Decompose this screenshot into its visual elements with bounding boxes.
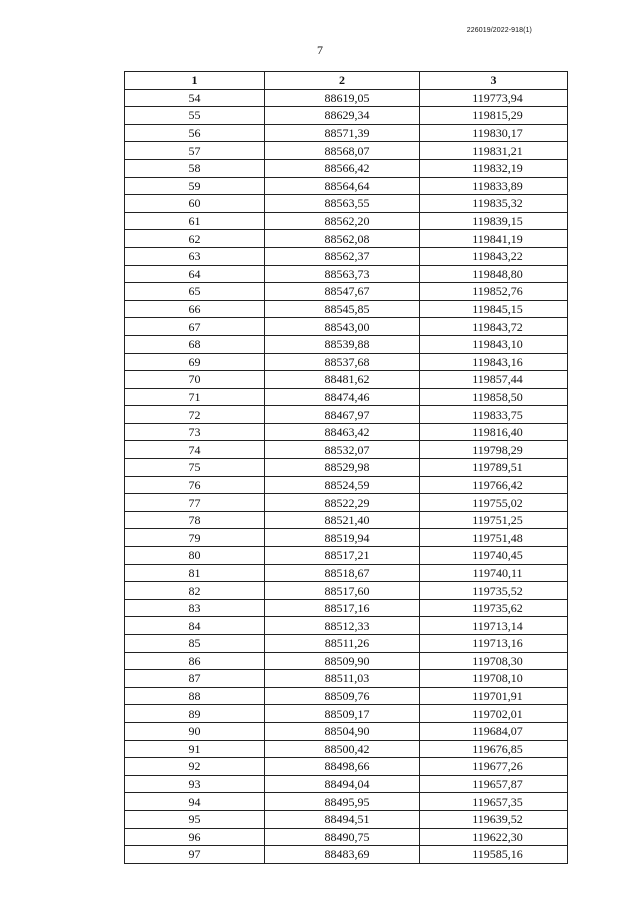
point-number-cell: 95 bbox=[125, 810, 265, 828]
table-row bbox=[125, 89, 568, 107]
point-number-cell: 83 bbox=[125, 599, 265, 617]
point-number-cell: 58 bbox=[125, 159, 265, 177]
table-row bbox=[125, 793, 568, 811]
x-coordinate-cell: 88562,37 bbox=[265, 247, 420, 265]
x-coordinate-cell: 88562,08 bbox=[265, 230, 420, 248]
point-number-cell: 62 bbox=[125, 230, 265, 248]
y-coordinate-cell: 119677,26 bbox=[420, 758, 568, 776]
y-coordinate-cell: 119766,42 bbox=[420, 476, 568, 494]
y-coordinate-cell: 119857,44 bbox=[420, 371, 568, 389]
x-coordinate-cell: 88519,94 bbox=[265, 529, 420, 547]
y-coordinate-cell: 119841,19 bbox=[420, 230, 568, 248]
point-number-cell: 86 bbox=[125, 652, 265, 670]
x-coordinate-cell: 88568,07 bbox=[265, 142, 420, 160]
point-number-cell: 54 bbox=[125, 89, 265, 107]
x-coordinate-cell: 88539,88 bbox=[265, 335, 420, 353]
point-number-cell: 56 bbox=[125, 124, 265, 142]
y-coordinate-cell: 119845,15 bbox=[420, 300, 568, 318]
table-row bbox=[125, 722, 568, 740]
point-number-cell: 70 bbox=[125, 371, 265, 389]
y-coordinate-cell: 119833,89 bbox=[420, 177, 568, 195]
x-coordinate-cell: 88532,07 bbox=[265, 441, 420, 459]
point-number-cell: 76 bbox=[125, 476, 265, 494]
table-row bbox=[125, 670, 568, 688]
x-coordinate-cell: 88543,00 bbox=[265, 318, 420, 336]
x-coordinate-cell: 88463,42 bbox=[265, 423, 420, 441]
x-coordinate-cell: 88494,51 bbox=[265, 810, 420, 828]
point-number-cell: 59 bbox=[125, 177, 265, 195]
table-row bbox=[125, 441, 568, 459]
y-coordinate-cell: 119585,16 bbox=[420, 846, 568, 864]
y-coordinate-cell: 119701,91 bbox=[420, 687, 568, 705]
x-coordinate-cell: 88545,85 bbox=[265, 300, 420, 318]
coordinates-table bbox=[124, 71, 568, 864]
point-number-cell: 80 bbox=[125, 547, 265, 565]
x-coordinate-cell: 88518,67 bbox=[265, 564, 420, 582]
table-row bbox=[125, 265, 568, 283]
table-row bbox=[125, 494, 568, 512]
point-number-cell: 77 bbox=[125, 494, 265, 512]
point-number-cell: 55 bbox=[125, 107, 265, 125]
point-number-cell: 72 bbox=[125, 406, 265, 424]
table-row bbox=[125, 107, 568, 125]
y-coordinate-cell: 119708,10 bbox=[420, 670, 568, 688]
x-coordinate-cell: 88619,05 bbox=[265, 89, 420, 107]
y-coordinate-cell: 119789,51 bbox=[420, 459, 568, 477]
x-coordinate-cell: 88562,20 bbox=[265, 212, 420, 230]
y-coordinate-cell: 119713,16 bbox=[420, 635, 568, 653]
table-row bbox=[125, 406, 568, 424]
table-row bbox=[125, 335, 568, 353]
y-coordinate-cell: 119832,19 bbox=[420, 159, 568, 177]
point-number-cell: 69 bbox=[125, 353, 265, 371]
point-number-cell: 78 bbox=[125, 511, 265, 529]
y-coordinate-cell: 119676,85 bbox=[420, 740, 568, 758]
y-coordinate-cell: 119843,72 bbox=[420, 318, 568, 336]
x-coordinate-cell: 88512,33 bbox=[265, 617, 420, 635]
table-row bbox=[125, 300, 568, 318]
table-row bbox=[125, 142, 568, 160]
x-coordinate-cell: 88517,16 bbox=[265, 599, 420, 617]
point-number-cell: 75 bbox=[125, 459, 265, 477]
table-row bbox=[125, 705, 568, 723]
x-coordinate-cell: 88509,90 bbox=[265, 652, 420, 670]
y-coordinate-cell: 119684,07 bbox=[420, 722, 568, 740]
table-row bbox=[125, 212, 568, 230]
x-coordinate-cell: 88509,76 bbox=[265, 687, 420, 705]
point-number-cell: 68 bbox=[125, 335, 265, 353]
point-number-cell: 64 bbox=[125, 265, 265, 283]
y-coordinate-cell: 119858,50 bbox=[420, 388, 568, 406]
column-header-3: 3 bbox=[420, 72, 568, 90]
y-coordinate-cell: 119740,45 bbox=[420, 547, 568, 565]
table-header-row bbox=[125, 72, 568, 90]
table-row bbox=[125, 846, 568, 864]
column-header-1: 1 bbox=[125, 72, 265, 90]
y-coordinate-cell: 119657,35 bbox=[420, 793, 568, 811]
x-coordinate-cell: 88517,60 bbox=[265, 582, 420, 600]
x-coordinate-cell: 88564,64 bbox=[265, 177, 420, 195]
point-number-cell: 91 bbox=[125, 740, 265, 758]
x-coordinate-cell: 88498,66 bbox=[265, 758, 420, 776]
x-coordinate-cell: 88571,39 bbox=[265, 124, 420, 142]
x-coordinate-cell: 88483,69 bbox=[265, 846, 420, 864]
point-number-cell: 67 bbox=[125, 318, 265, 336]
x-coordinate-cell: 88547,67 bbox=[265, 283, 420, 301]
point-number-cell: 74 bbox=[125, 441, 265, 459]
y-coordinate-cell: 119773,94 bbox=[420, 89, 568, 107]
x-coordinate-cell: 88511,26 bbox=[265, 635, 420, 653]
y-coordinate-cell: 119622,30 bbox=[420, 828, 568, 846]
y-coordinate-cell: 119848,80 bbox=[420, 265, 568, 283]
x-coordinate-cell: 88504,90 bbox=[265, 722, 420, 740]
x-coordinate-cell: 88566,42 bbox=[265, 159, 420, 177]
table-row bbox=[125, 388, 568, 406]
table-row bbox=[125, 247, 568, 265]
point-number-cell: 57 bbox=[125, 142, 265, 160]
point-number-cell: 92 bbox=[125, 758, 265, 776]
point-number-cell: 85 bbox=[125, 635, 265, 653]
point-number-cell: 63 bbox=[125, 247, 265, 265]
x-coordinate-cell: 88490,75 bbox=[265, 828, 420, 846]
point-number-cell: 65 bbox=[125, 283, 265, 301]
y-coordinate-cell: 119639,52 bbox=[420, 810, 568, 828]
y-coordinate-cell: 119830,17 bbox=[420, 124, 568, 142]
y-coordinate-cell: 119702,01 bbox=[420, 705, 568, 723]
point-number-cell: 88 bbox=[125, 687, 265, 705]
column-header-2: 2 bbox=[265, 72, 420, 90]
y-coordinate-cell: 119843,16 bbox=[420, 353, 568, 371]
x-coordinate-cell: 88517,21 bbox=[265, 547, 420, 565]
table-row bbox=[125, 687, 568, 705]
x-coordinate-cell: 88500,42 bbox=[265, 740, 420, 758]
y-coordinate-cell: 119835,32 bbox=[420, 195, 568, 213]
point-number-cell: 90 bbox=[125, 722, 265, 740]
table-row bbox=[125, 283, 568, 301]
point-number-cell: 61 bbox=[125, 212, 265, 230]
y-coordinate-cell: 119839,15 bbox=[420, 212, 568, 230]
table-row bbox=[125, 617, 568, 635]
point-number-cell: 96 bbox=[125, 828, 265, 846]
table-row bbox=[125, 740, 568, 758]
document-id: 226019/2022-918(1) bbox=[466, 27, 532, 34]
point-number-cell: 66 bbox=[125, 300, 265, 318]
table-row bbox=[125, 318, 568, 336]
x-coordinate-cell: 88474,46 bbox=[265, 388, 420, 406]
point-number-cell: 89 bbox=[125, 705, 265, 723]
y-coordinate-cell: 119657,87 bbox=[420, 775, 568, 793]
y-coordinate-cell: 119755,02 bbox=[420, 494, 568, 512]
table-row bbox=[125, 371, 568, 389]
table-row bbox=[125, 529, 568, 547]
x-coordinate-cell: 88629,34 bbox=[265, 107, 420, 125]
x-coordinate-cell: 88563,55 bbox=[265, 195, 420, 213]
point-number-cell: 82 bbox=[125, 582, 265, 600]
point-number-cell: 93 bbox=[125, 775, 265, 793]
table-row bbox=[125, 547, 568, 565]
table-row bbox=[125, 582, 568, 600]
x-coordinate-cell: 88494,04 bbox=[265, 775, 420, 793]
x-coordinate-cell: 88509,17 bbox=[265, 705, 420, 723]
y-coordinate-cell: 119843,22 bbox=[420, 247, 568, 265]
table-row bbox=[125, 159, 568, 177]
x-coordinate-cell: 88495,95 bbox=[265, 793, 420, 811]
x-coordinate-cell: 88521,40 bbox=[265, 511, 420, 529]
y-coordinate-cell: 119735,52 bbox=[420, 582, 568, 600]
table-row bbox=[125, 476, 568, 494]
point-number-cell: 73 bbox=[125, 423, 265, 441]
y-coordinate-cell: 119831,21 bbox=[420, 142, 568, 160]
table-row bbox=[125, 758, 568, 776]
table-row bbox=[125, 810, 568, 828]
y-coordinate-cell: 119852,76 bbox=[420, 283, 568, 301]
point-number-cell: 79 bbox=[125, 529, 265, 547]
table-row bbox=[125, 599, 568, 617]
y-coordinate-cell: 119843,10 bbox=[420, 335, 568, 353]
table-row bbox=[125, 353, 568, 371]
table-row bbox=[125, 423, 568, 441]
table-row bbox=[125, 635, 568, 653]
table-row bbox=[125, 195, 568, 213]
y-coordinate-cell: 119713,14 bbox=[420, 617, 568, 635]
x-coordinate-cell: 88537,68 bbox=[265, 353, 420, 371]
x-coordinate-cell: 88522,29 bbox=[265, 494, 420, 512]
y-coordinate-cell: 119815,29 bbox=[420, 107, 568, 125]
point-number-cell: 71 bbox=[125, 388, 265, 406]
table-row bbox=[125, 230, 568, 248]
x-coordinate-cell: 88481,62 bbox=[265, 371, 420, 389]
point-number-cell: 81 bbox=[125, 564, 265, 582]
table-row bbox=[125, 177, 568, 195]
table-row bbox=[125, 564, 568, 582]
y-coordinate-cell: 119816,40 bbox=[420, 423, 568, 441]
table-row bbox=[125, 652, 568, 670]
x-coordinate-cell: 88524,59 bbox=[265, 476, 420, 494]
table-row bbox=[125, 459, 568, 477]
table-row bbox=[125, 124, 568, 142]
y-coordinate-cell: 119708,30 bbox=[420, 652, 568, 670]
table-row bbox=[125, 775, 568, 793]
y-coordinate-cell: 119798,29 bbox=[420, 441, 568, 459]
x-coordinate-cell: 88529,98 bbox=[265, 459, 420, 477]
y-coordinate-cell: 119833,75 bbox=[420, 406, 568, 424]
point-number-cell: 87 bbox=[125, 670, 265, 688]
point-number-cell: 84 bbox=[125, 617, 265, 635]
page-number: 7 bbox=[317, 43, 323, 57]
table-row bbox=[125, 828, 568, 846]
y-coordinate-cell: 119735,62 bbox=[420, 599, 568, 617]
x-coordinate-cell: 88563,73 bbox=[265, 265, 420, 283]
y-coordinate-cell: 119751,48 bbox=[420, 529, 568, 547]
point-number-cell: 97 bbox=[125, 846, 265, 864]
x-coordinate-cell: 88511,03 bbox=[265, 670, 420, 688]
y-coordinate-cell: 119751,25 bbox=[420, 511, 568, 529]
point-number-cell: 60 bbox=[125, 195, 265, 213]
y-coordinate-cell: 119740,11 bbox=[420, 564, 568, 582]
table-row bbox=[125, 511, 568, 529]
x-coordinate-cell: 88467,97 bbox=[265, 406, 420, 424]
table-body bbox=[125, 89, 568, 863]
point-number-cell: 94 bbox=[125, 793, 265, 811]
